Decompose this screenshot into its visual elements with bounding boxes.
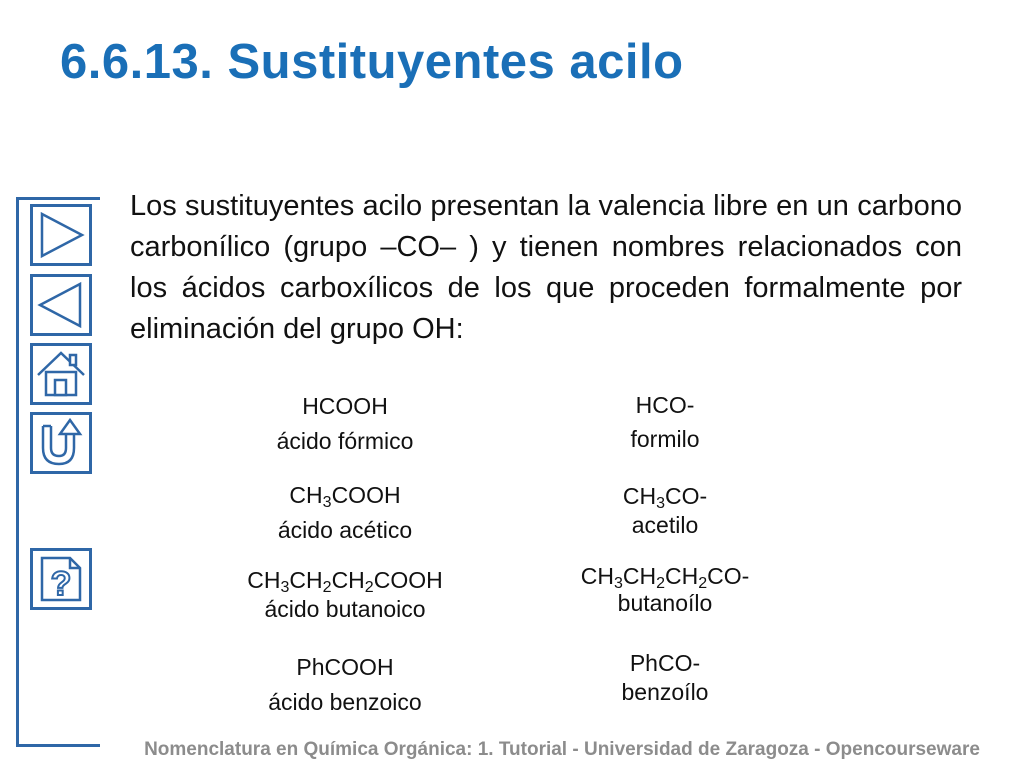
play-right-icon: [34, 208, 88, 262]
formula-subscript: 3: [656, 495, 665, 512]
formula-text: CH: [664, 563, 699, 589]
formula-subscript: 2: [698, 575, 708, 592]
formula-text: CO-: [707, 563, 750, 589]
acid-name: ácido butanoico: [264, 596, 426, 622]
formula-text: CH: [289, 482, 323, 508]
formula-subscript: 3: [613, 575, 623, 592]
formula-text: CH: [289, 567, 323, 593]
formula-text: HCOOH: [302, 393, 388, 419]
acyl-name: butanoílo: [617, 590, 713, 616]
acid-formula: [215, 393, 475, 420]
formula-subscript: 2: [364, 579, 374, 596]
acid-name: ácido fórmico: [276, 428, 414, 454]
acyl-name: formilo: [630, 426, 700, 452]
help-document-icon: [34, 552, 88, 606]
play-left-icon: [34, 278, 88, 332]
acid-formula: [215, 567, 475, 594]
return-button[interactable]: [30, 412, 92, 474]
formula-text: CH: [622, 563, 657, 589]
formula-subscript: 2: [322, 579, 332, 596]
acid-name: ácido acético: [277, 517, 413, 543]
next-button[interactable]: [30, 204, 92, 266]
acyl-name: acetilo: [631, 512, 699, 538]
formula-text: CH: [622, 483, 657, 509]
acyl-cell-3: [535, 650, 795, 706]
u-turn-icon: [34, 416, 88, 470]
slide-title: 6.6.13. Sustituyentes acilo: [60, 35, 684, 89]
formula-text: CO-: [664, 483, 708, 509]
formula-text: CH: [247, 567, 281, 593]
formula-text: PhCO-: [629, 650, 701, 676]
acyl-name: benzoílo: [621, 679, 709, 705]
formula-text: HCO-: [635, 392, 695, 418]
formula-subscript: 3: [322, 494, 332, 511]
acid-cell-1: [215, 482, 475, 544]
acyl-formula: [535, 650, 795, 677]
acid-cell-3: [215, 654, 475, 716]
acyl-formula: [535, 392, 795, 419]
formula-text: CH: [331, 567, 365, 593]
formula-text: COOH: [373, 567, 443, 593]
help-glyph: ?: [50, 565, 72, 603]
formula-subscript: 3: [280, 579, 290, 596]
acid-formula: [215, 654, 475, 681]
acid-cell-2: [215, 567, 475, 623]
formula-text: CH: [580, 563, 614, 589]
home-icon: [34, 347, 88, 401]
previous-button[interactable]: [30, 274, 92, 336]
acyl-cell-2: [535, 563, 795, 617]
home-button[interactable]: [30, 343, 92, 405]
help-button[interactable]: [30, 548, 92, 610]
acyl-cell-0: [535, 392, 795, 453]
acyl-cell-1: [535, 483, 795, 539]
acid-name: ácido benzoico: [268, 689, 422, 715]
acid-formula: [215, 482, 475, 509]
formula-subscript: 2: [656, 575, 665, 592]
body-paragraph: Los sustituyentes acilo presentan la valencia libre en un carbono carbonílico (grupo –CO– ) y tienen nombres relacionados con los ácidos carboxílicos de los que proceden formalmente por eliminación del grupo OH:: [130, 190, 962, 345]
acyl-formula: [535, 563, 795, 590]
acyl-formula: [535, 483, 795, 510]
formula-text: PhCOOH: [296, 654, 394, 680]
footer-credit: Nomenclatura en Química Orgánica: 1. Tutorial - Universidad de Zaragoza - Opencourseware: [144, 739, 980, 760]
acid-cell-0: [215, 393, 475, 455]
formula-text: COOH: [331, 482, 401, 508]
